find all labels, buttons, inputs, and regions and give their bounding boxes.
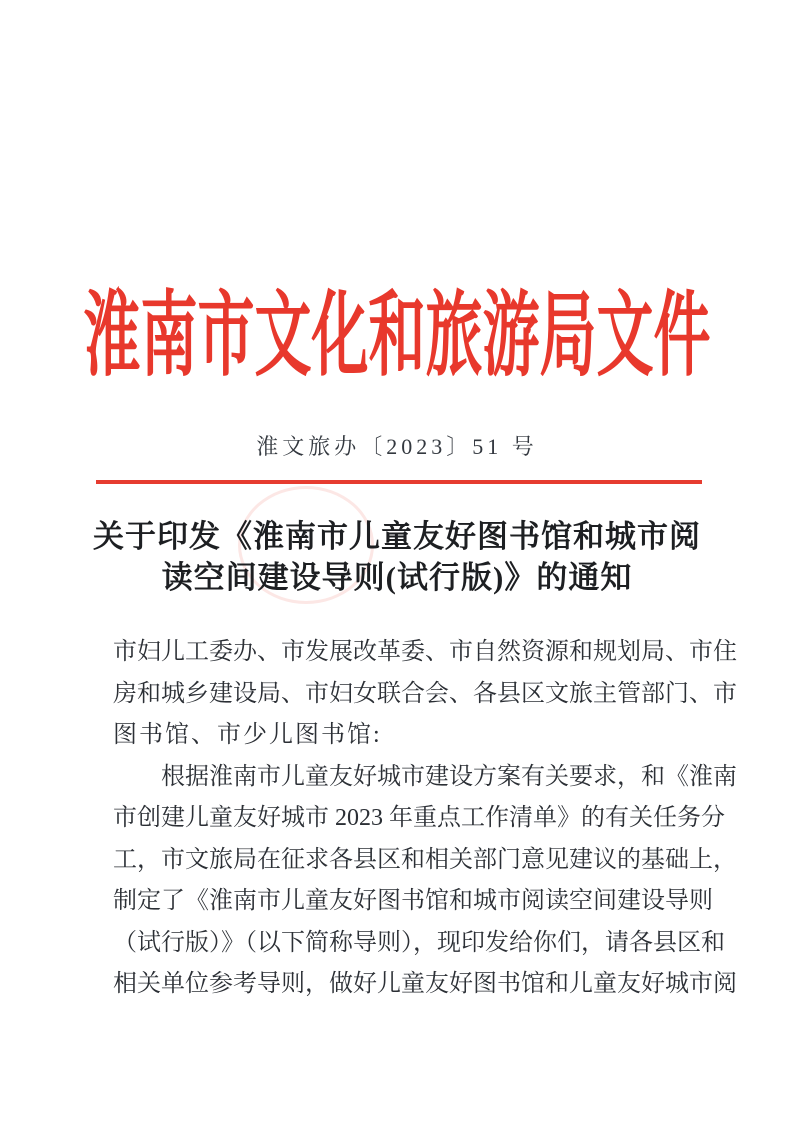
notice-title xyxy=(0,516,794,598)
red-divider-rule xyxy=(96,480,702,484)
body-line: 根据淮南市儿童友好城市建设方案有关要求，和《淮南 xyxy=(161,763,737,790)
doc-reference-number: 淮文旅办〔2023〕51 号 xyxy=(256,434,538,459)
body-line: 相关单位参考导则，做好儿童友好图书馆和儿童友好城市阅 xyxy=(113,971,737,997)
body-line: 图书馆、市少儿图书馆: xyxy=(113,722,382,748)
body-line: 工，市文旅局在征求各县区和相关部门意见建议的基础上， xyxy=(113,846,737,873)
letterhead-banner xyxy=(0,270,794,386)
body-line: （试行版）》（以下简称导则），现印发给你们，请各县区和 xyxy=(113,929,725,956)
body-line: 制定了《淮南市儿童友好图书馆和城市阅读空间建设导则 xyxy=(113,888,713,914)
notice-title-line2: 读空间建设导则(试行版)》的通知 xyxy=(161,560,633,595)
body-line: 房和城乡建设局、市妇女联合会、各县区文旅主管部门、市 xyxy=(113,680,737,707)
notice-body xyxy=(113,632,737,1006)
body-line: 市创建儿童友好城市 2023 年重点工作清单》的有关任务分 xyxy=(113,805,725,831)
notice-title-line1: 关于印发《淮南市儿童友好图书馆和城市阅 xyxy=(93,519,701,554)
body-line: 市妇儿工委办、市发展改革委、市自然资源和规划局、市住 xyxy=(113,639,737,665)
letterhead-title: 淮南市文化和旅游局文件 xyxy=(83,284,711,388)
